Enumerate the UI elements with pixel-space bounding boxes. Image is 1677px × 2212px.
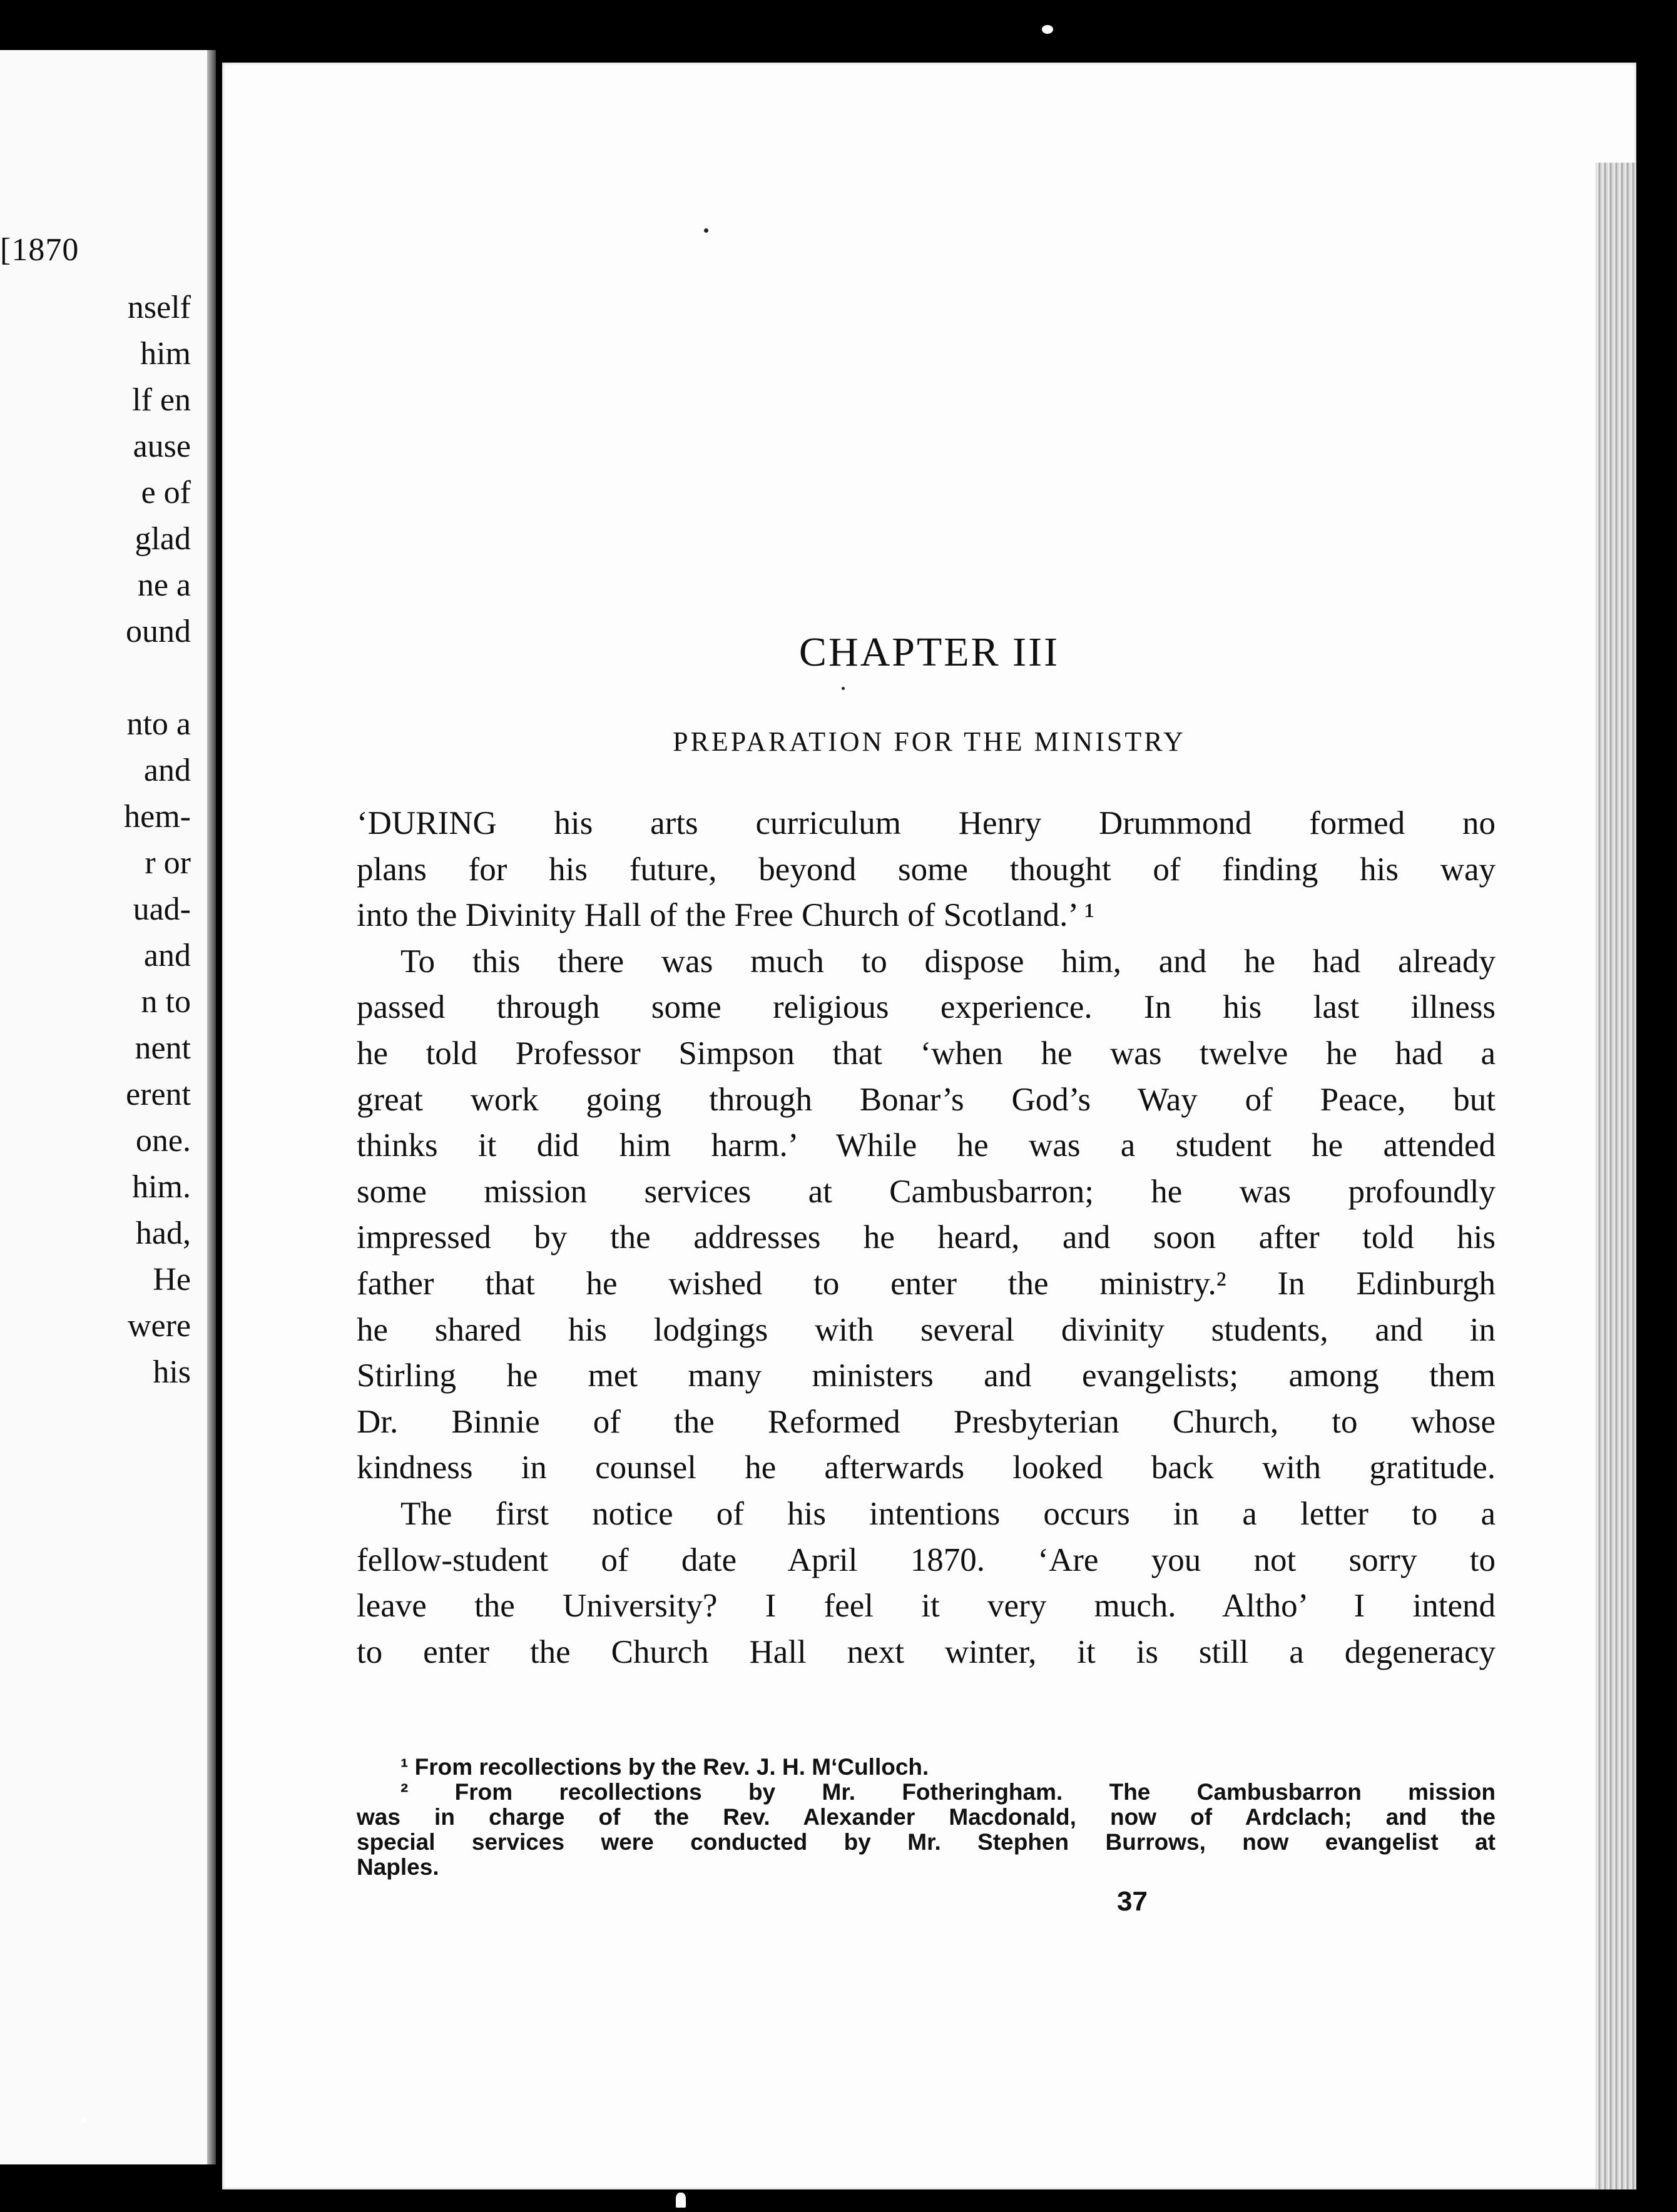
- previous-page-line: nto a: [126, 706, 191, 742]
- previous-page-line: erent: [126, 1077, 191, 1112]
- previous-page-running-head: [1870: [0, 232, 79, 268]
- footnote-line: special services were conducted by Mr. Stephen Burrows, now evangelist at: [357, 1829, 1496, 1855]
- body-line: kindness in counsel he afterwards looked back with gratitude.: [357, 1449, 1496, 1486]
- previous-page-line: nent: [135, 1030, 191, 1066]
- body-line: impressed by the addresses he heard, and soon after told his: [357, 1219, 1496, 1256]
- body-line: leave the University? I feel it very much. Altho’ I intend: [357, 1588, 1496, 1625]
- footnotes: [357, 1755, 1496, 1880]
- chapter-title: CHAPTER III: [798, 629, 1060, 675]
- body-line: The first notice of his intentions occurs in a letter to a: [400, 1495, 1496, 1532]
- body-line: father that he wished to enter the ministry.² In Edinburgh: [357, 1265, 1496, 1302]
- body-line: Dr. Binnie of the Reformed Presbyterian Church, to whose: [357, 1403, 1496, 1440]
- previous-page-line-gap: [124, 655, 191, 701]
- scan-speck: [842, 687, 845, 690]
- scan-speck: [676, 2193, 686, 2208]
- body-line: great work going through Bonar’s God’s Way of Peace, but: [357, 1081, 1496, 1118]
- previous-page-line: He: [153, 1262, 191, 1297]
- body-line: to enter the Church Hall next winter, it is still a degeneracy: [357, 1633, 1496, 1670]
- page-fore-edge: [1596, 163, 1636, 2189]
- body-line: he told Professor Simpson that ‘when he was twelve he had a: [357, 1035, 1496, 1072]
- footnote-line: was in charge of the Rev. Alexander Macdonald, now of Ardclach; and the: [357, 1804, 1496, 1830]
- body-line: ‘DURING his arts curriculum Henry Drummond formed no: [357, 805, 1496, 841]
- body-line: into the Divinity Hall of the Free Church of Scotland.’ ¹: [357, 897, 1095, 934]
- previous-page-line: were: [127, 1308, 191, 1344]
- previous-page-line: ause: [133, 429, 191, 464]
- previous-page-line: ne a: [137, 567, 191, 603]
- body-line: passed through some religious experience. In his last illness: [357, 989, 1496, 1026]
- body-line: plans for his future, beyond some thought of finding his way: [357, 851, 1496, 888]
- previous-page-line: him.: [132, 1169, 191, 1205]
- body-line: Stirling he met many ministers and evangelists; among them: [357, 1357, 1496, 1394]
- scan-speck: [1042, 25, 1053, 34]
- book-page: [222, 63, 1636, 2189]
- previous-page-line: had,: [135, 1215, 191, 1251]
- previous-page-line: hem-: [124, 799, 191, 835]
- body-line: thinks it did him harm.’ While he was a student he attended: [357, 1127, 1496, 1164]
- previous-page-line: r or: [145, 845, 191, 881]
- scan-speck: [704, 228, 708, 233]
- page-number: 37: [1117, 1886, 1148, 1917]
- previous-page-line: and: [143, 938, 191, 973]
- body-line: he shared his lodgings with several divinity students, and in: [357, 1311, 1496, 1348]
- previous-page-line: nself: [127, 290, 191, 325]
- previous-page: [0, 50, 216, 2164]
- body-line: some mission services at Cambusbarron; he was profoundly: [357, 1173, 1496, 1210]
- book-gutter-shadow: [207, 50, 216, 2164]
- footnote-line: ¹ From recollections by the Rev. J. H. M‘Culloch.: [400, 1754, 929, 1780]
- previous-page-line: ound: [126, 614, 191, 649]
- previous-page-line: lf en: [132, 382, 191, 418]
- previous-page-line: uad-: [133, 891, 191, 927]
- scan-speck: [81, 2118, 86, 2123]
- previous-page-line: and: [143, 753, 191, 788]
- previous-page-line: n to: [141, 984, 191, 1020]
- body-text: [357, 801, 1496, 1675]
- previous-page-line: his: [153, 1354, 191, 1390]
- body-line: To this there was much to dispose him, and he had already: [400, 943, 1496, 980]
- body-line: fellow-student of date April 1870. ‘Are you not sorry to: [357, 1541, 1496, 1578]
- previous-page-lines: [124, 285, 191, 1396]
- previous-page-line: one.: [135, 1123, 191, 1159]
- previous-page-line: e of: [141, 475, 191, 510]
- previous-page-line: glad: [135, 521, 191, 557]
- footnote-line: Naples.: [357, 1854, 439, 1880]
- footnote-line: ² From recollections by Mr. Fotheringham. The Cambusbarron mission: [400, 1779, 1496, 1805]
- previous-page-line: him: [140, 336, 191, 372]
- chapter-subtitle: PREPARATION FOR THE MINISTRY: [673, 726, 1186, 757]
